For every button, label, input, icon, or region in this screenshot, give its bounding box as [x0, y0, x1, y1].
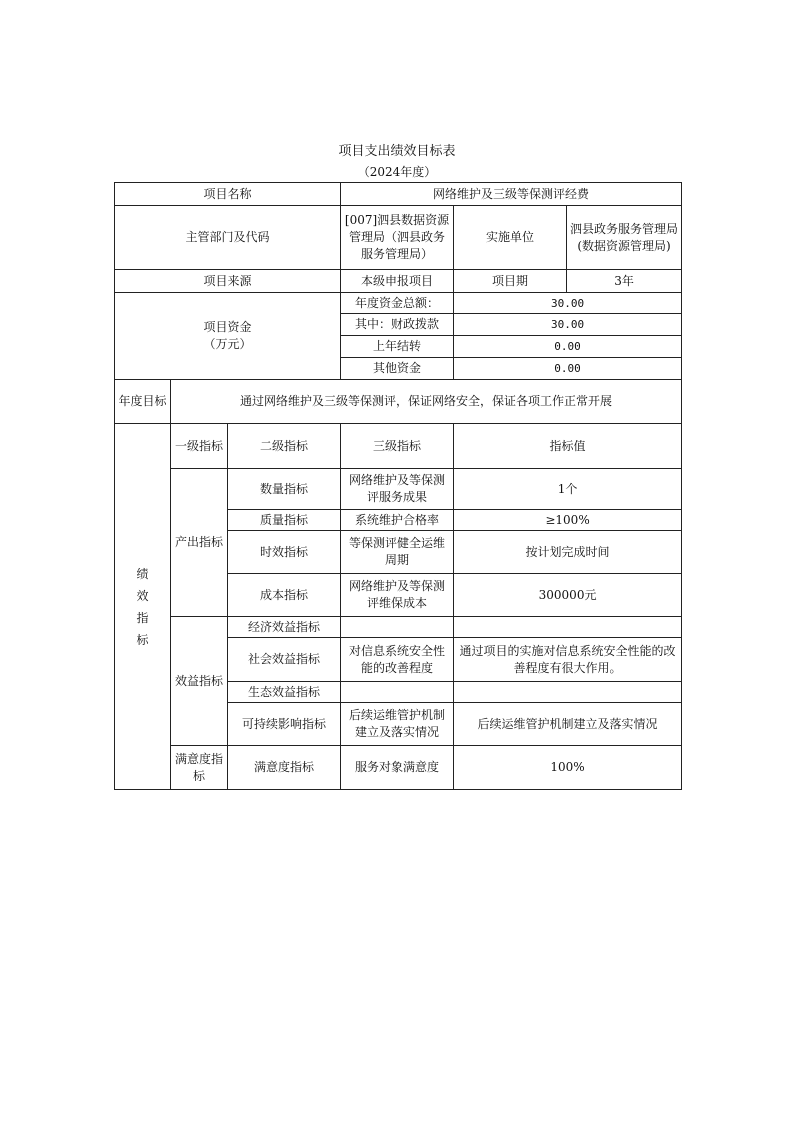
level2-cell: 质量指标 — [228, 510, 341, 531]
page-subtitle: （2024年度） — [357, 165, 437, 179]
table-row — [115, 746, 682, 790]
funds-row-value: 0.00 — [454, 358, 682, 380]
table-row — [115, 183, 682, 206]
level2-cell: 成本指标 — [228, 574, 341, 617]
performance-table — [114, 182, 682, 790]
performance-label-char: 标 — [136, 632, 149, 647]
benefit-label: 效益指标 — [171, 617, 228, 746]
performance-label — [115, 424, 171, 790]
header-value: 指标值 — [454, 424, 682, 469]
level2-cell: 时效指标 — [228, 531, 341, 574]
page-title: 项目支出绩效目标表 — [338, 144, 456, 159]
funds-row-label: 其中：财政拨款 — [341, 314, 454, 336]
project-name-label: 项目名称 — [115, 183, 341, 206]
header-level2: 二级指标 — [228, 424, 341, 469]
level2-cell: 满意度指标 — [228, 746, 341, 790]
value-cell: 300000元 — [454, 574, 682, 617]
performance-label-char: 指 — [136, 610, 149, 625]
funds-row-label: 上年结转 — [341, 336, 454, 358]
funds-row-value: 0.00 — [454, 336, 682, 358]
level3-cell: 网络维护及等保测评服务成果 — [341, 469, 454, 510]
annual-goal-text: 通过网络维护及三级等保测评，保证网络安全，保证各项工作正常开展 — [171, 380, 682, 424]
annual-goal-label: 年度目标 — [115, 380, 171, 424]
table-row — [115, 469, 682, 510]
level3-cell: 后续运维管护机制建立及落实情况 — [341, 703, 454, 746]
level3-cell: 等保测评健全运维周期 — [341, 531, 454, 574]
level3-cell: 系统维护合格率 — [341, 510, 454, 531]
dept-value: [007]泗县数据资源管理局（泗县政务服务管理局） — [341, 206, 454, 270]
period-label: 项目期 — [454, 270, 567, 293]
level3-cell — [341, 682, 454, 703]
value-cell: 后续运维管护机制建立及落实情况 — [454, 703, 682, 746]
table-row — [115, 293, 682, 314]
level3-cell: 服务对象满意度 — [341, 746, 454, 790]
funds-label-cell — [115, 293, 341, 380]
level2-cell: 经济效益指标 — [228, 617, 341, 638]
value-cell: 1个 — [454, 469, 682, 510]
value-cell: 按计划完成时间 — [454, 531, 682, 574]
level3-cell — [341, 617, 454, 638]
project-name-value: 网络维护及三级等保测评经费 — [341, 183, 682, 206]
performance-label-char: 绩 — [136, 566, 149, 581]
funds-row-label: 其他资金 — [341, 358, 454, 380]
funds-row-value: 30.00 — [454, 293, 682, 314]
value-cell — [454, 617, 682, 638]
satisfaction-label: 满意度指标 — [171, 746, 228, 790]
period-value: 3年 — [567, 270, 682, 293]
value-cell: 通过项目的实施对信息系统安全性能的改善程度有很大作用。 — [454, 638, 682, 682]
value-cell: 100% — [454, 746, 682, 790]
table-row — [115, 270, 682, 293]
level2-cell: 生态效益指标 — [228, 682, 341, 703]
funds-unit: （万元） — [203, 337, 252, 351]
output-label: 产出指标 — [171, 469, 228, 617]
level2-cell: 可持续影响指标 — [228, 703, 341, 746]
source-value: 本级申报项目 — [341, 270, 454, 293]
impl-value: 泗县政务服务管理局(数据资源管理局) — [567, 206, 682, 270]
level2-cell: 数量指标 — [228, 469, 341, 510]
table-row — [115, 380, 682, 424]
table-row — [115, 424, 682, 469]
table-row — [115, 617, 682, 638]
dept-label: 主管部门及代码 — [115, 206, 341, 270]
source-label: 项目来源 — [115, 270, 341, 293]
value-cell — [454, 682, 682, 703]
header-level3: 三级指标 — [341, 424, 454, 469]
funds-label: 项目资金 — [203, 320, 252, 334]
level2-cell: 社会效益指标 — [228, 638, 341, 682]
performance-label-char: 效 — [136, 588, 149, 603]
level3-cell: 对信息系统安全性能的改善程度 — [341, 638, 454, 682]
funds-row-value: 30.00 — [454, 314, 682, 336]
level3-cell: 网络维护及等保测评维保成本 — [341, 574, 454, 617]
impl-label: 实施单位 — [454, 206, 567, 270]
header-level1: 一级指标 — [171, 424, 228, 469]
funds-row-label: 年度资金总额： — [341, 293, 454, 314]
value-cell: ≥100% — [454, 510, 682, 531]
table-row — [115, 206, 682, 270]
